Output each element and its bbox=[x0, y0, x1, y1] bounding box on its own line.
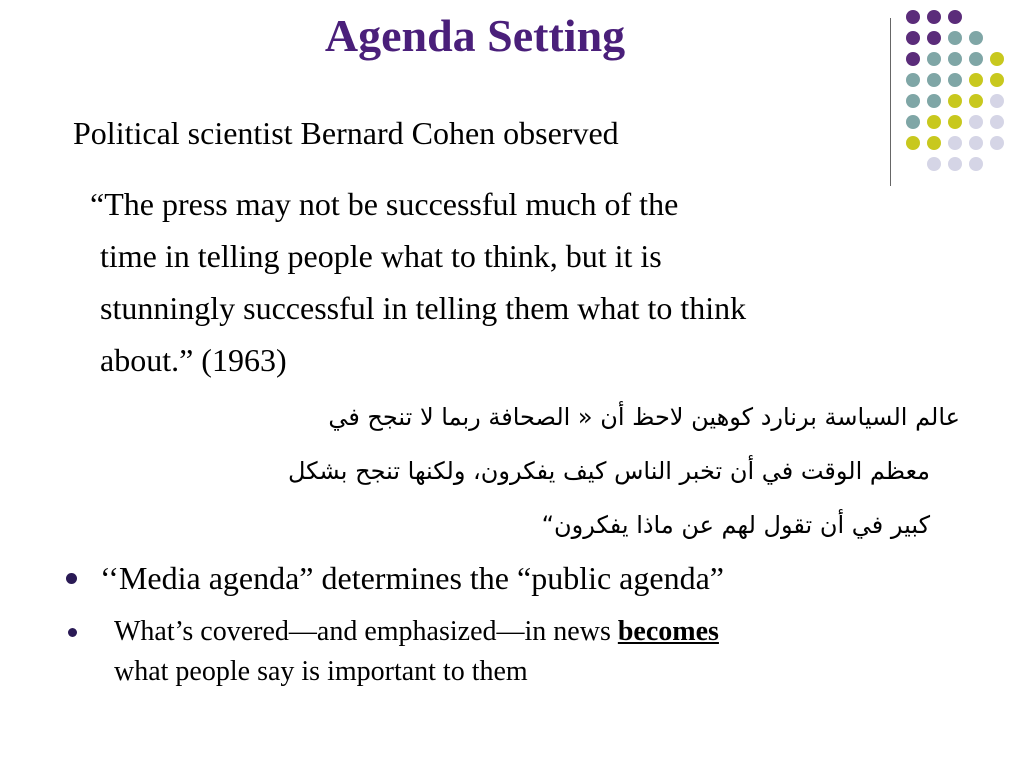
decorative-dot bbox=[906, 73, 920, 87]
quote-line: time in telling people what to think, but it is bbox=[100, 238, 662, 274]
arabic-translation bbox=[50, 390, 960, 552]
bullet-text-part: What’s covered—and emphasized—in news bbox=[114, 616, 618, 647]
decorative-dot bbox=[969, 52, 983, 66]
decorative-dot bbox=[948, 10, 962, 24]
decorative-dot bbox=[990, 73, 1004, 87]
bullet-text bbox=[114, 612, 974, 692]
decorative-dot bbox=[948, 115, 962, 129]
decorative-dot bbox=[927, 94, 941, 108]
arabic-line: معظم الوقت في أن تخبر الناس كيف يفكرون، ولكنها تنجح بشكل bbox=[287, 457, 930, 485]
quote-line: stunningly successful in telling them what to think bbox=[100, 290, 747, 326]
decorative-dot bbox=[969, 136, 983, 150]
slide-title: Agenda Setting bbox=[324, 10, 626, 61]
intro-text: Political scientist Bernard Cohen observed bbox=[73, 115, 619, 151]
bullet-line bbox=[114, 612, 974, 652]
decorative-dot bbox=[927, 10, 941, 24]
arabic-line: عالم السياسة برنارد كوهين لاحظ أن « الصحافة ربما لا تنجح في bbox=[328, 403, 960, 431]
decorative-dot bbox=[906, 136, 920, 150]
decorative-dot bbox=[927, 31, 941, 45]
decorative-dot bbox=[906, 115, 920, 129]
decorative-dot bbox=[990, 136, 1004, 150]
quote-line: about.” (1963) bbox=[100, 342, 287, 378]
decorative-dot bbox=[948, 136, 962, 150]
decorative-dot bbox=[969, 157, 983, 171]
decorative-dot bbox=[927, 157, 941, 171]
decorative-dot bbox=[969, 115, 983, 129]
decorative-dot bbox=[969, 73, 983, 87]
cohen-quote bbox=[90, 178, 980, 386]
decorative-dot bbox=[948, 94, 962, 108]
vertical-divider bbox=[890, 18, 891, 186]
bullet-dot-icon bbox=[66, 573, 77, 584]
decorative-dot bbox=[948, 157, 962, 171]
decorative-dot bbox=[927, 115, 941, 129]
decorative-dot bbox=[927, 52, 941, 66]
decorative-dot bbox=[906, 52, 920, 66]
decorative-dot bbox=[990, 115, 1004, 129]
decorative-dot bbox=[990, 52, 1004, 66]
decorative-dot bbox=[969, 94, 983, 108]
decorative-dot bbox=[948, 31, 962, 45]
decorative-dot bbox=[948, 52, 962, 66]
decorative-dot bbox=[969, 31, 983, 45]
decorative-dot bbox=[906, 10, 920, 24]
bullet-text: ‘‘Media agenda” determines the “public agenda” bbox=[100, 560, 724, 596]
dot-grid-decoration bbox=[906, 10, 1016, 170]
bullet-dot-icon bbox=[68, 628, 77, 637]
decorative-dot bbox=[927, 136, 941, 150]
decorative-dot bbox=[927, 73, 941, 87]
bullet-line: what people say is important to them bbox=[114, 656, 528, 687]
decorative-dot bbox=[990, 94, 1004, 108]
emphasized-word: becomes bbox=[617, 616, 719, 647]
decorative-dot bbox=[906, 94, 920, 108]
arabic-line: كبير في أن تقول لهم عن ماذا يفكرون“ bbox=[541, 511, 930, 539]
decorative-dot bbox=[948, 73, 962, 87]
quote-line: “The press may not be successful much of the bbox=[90, 186, 679, 222]
decorative-dot bbox=[906, 31, 920, 45]
